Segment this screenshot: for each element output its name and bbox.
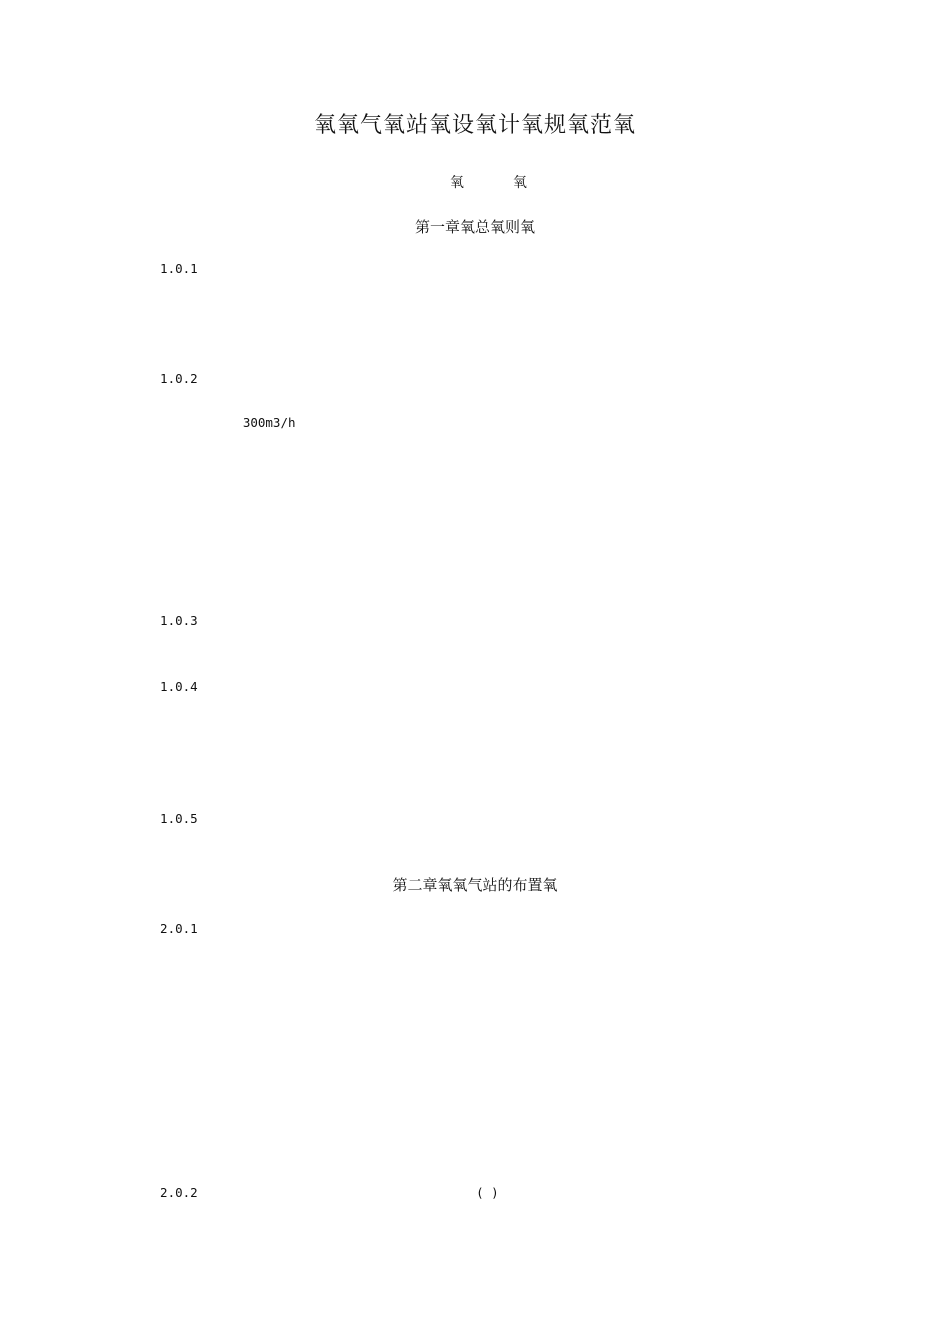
text-line [145,522,825,544]
text-line: 1.0.3 [145,613,635,628]
paragraph [145,1072,825,1094]
text-line [145,830,825,852]
text-line [145,720,825,742]
paragraph [145,1182,825,1226]
text-line [145,478,825,500]
chapter-2-heading: 第二章氧氧气站的布置氧 [392,876,558,894]
paragraph [145,764,825,786]
text-line [145,302,825,324]
paragraph [145,676,825,742]
paragraph [145,918,825,962]
paragraph [145,368,825,390]
paragraph [145,258,825,324]
text-line [145,698,825,720]
text-line [145,434,825,456]
text-line [145,1028,825,1050]
text-line [145,1072,825,1094]
paragraph [145,984,825,1006]
text-line [145,764,825,786]
text-line [145,1116,825,1138]
text-line [145,632,825,654]
text-line: 1.0.2 [145,371,439,386]
text-line: 300m3/h [145,415,680,430]
text-line: 1.0.4 [145,679,635,694]
paragraph [145,478,825,500]
text-line: 1.0.5 [145,811,612,826]
chapter-1-heading: 第一章氧总氧则氧 [414,218,535,236]
paragraph [145,522,825,544]
text-line: 2.0.2 ( ) [145,1185,605,1200]
paragraph [145,412,825,456]
text-line [145,940,825,962]
document-title: 氧氧气氧站氧设氧计氧规氧范氧 [313,113,636,138]
text-line [145,566,825,588]
text-line [145,280,825,302]
text-line [145,984,825,1006]
paragraph [145,610,825,654]
paragraph [145,566,825,588]
text-line [145,1138,825,1160]
document-subtitle: 氧 氧 [423,175,527,191]
text-line: 2.0.1 [145,921,612,936]
text-line [145,1204,825,1226]
paragraph [145,1028,825,1050]
paragraph [145,808,825,852]
text-line: 1.0.1 [145,261,228,276]
paragraph [145,1116,825,1160]
